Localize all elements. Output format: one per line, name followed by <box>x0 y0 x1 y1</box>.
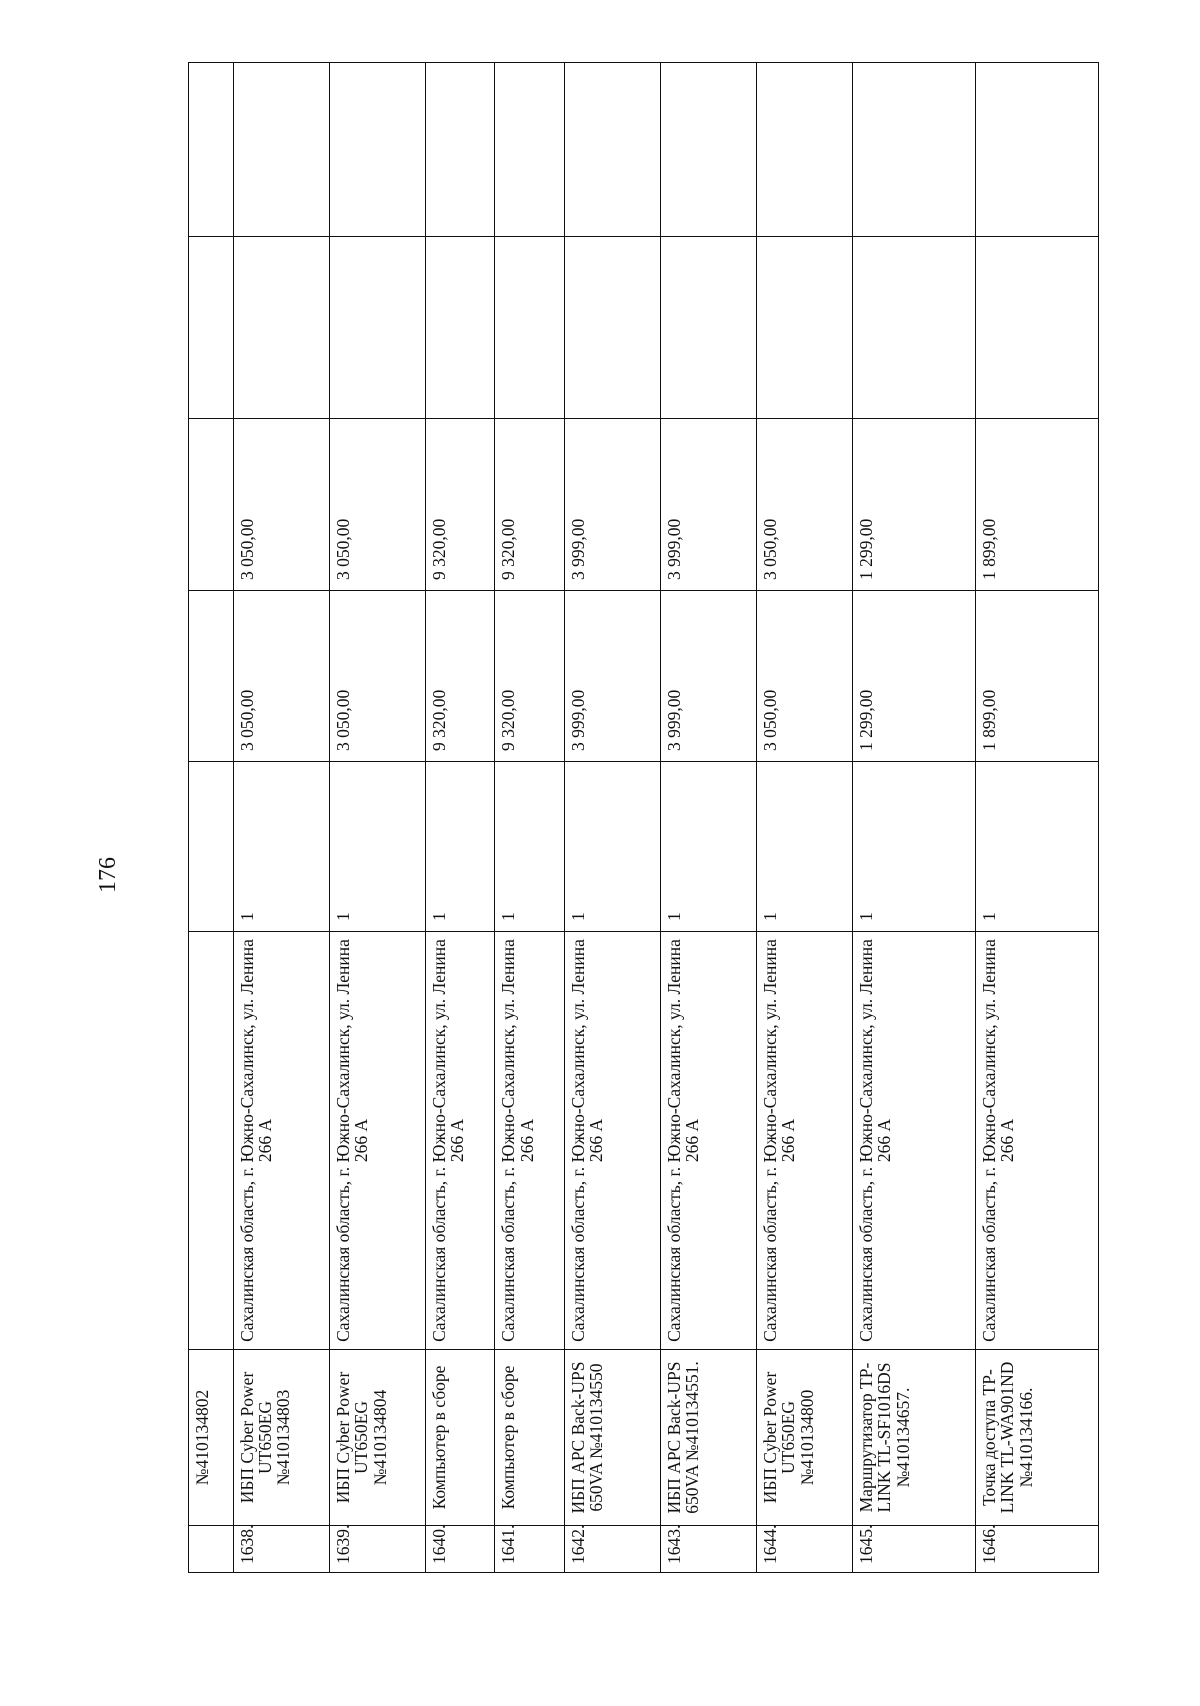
item-extra-1 <box>495 237 564 419</box>
item-extra-2 <box>233 63 329 237</box>
item-price: 3 999,00 <box>660 591 756 762</box>
item-price: 3 050,00 <box>233 591 329 762</box>
item-quantity: 1 <box>329 762 425 932</box>
item-address: Сахалинская область, г. Южно-Сахалинск, ул. Ленина 266 А <box>329 932 425 1350</box>
item-price <box>189 591 234 762</box>
item-quantity: 1 <box>853 762 976 932</box>
table-row <box>853 63 976 1573</box>
item-extra-2 <box>329 63 425 237</box>
item-quantity: 1 <box>756 762 852 932</box>
row-number: 1643. <box>660 1526 756 1573</box>
item-extra-1 <box>189 237 234 419</box>
row-number: 1646. <box>975 1526 1098 1573</box>
item-total: 9 320,00 <box>425 419 494 591</box>
item-price: 3 050,00 <box>329 591 425 762</box>
item-quantity: 1 <box>564 762 660 932</box>
item-extra-2 <box>756 63 852 237</box>
item-extra-1 <box>425 237 494 419</box>
item-total: 1 899,00 <box>975 419 1098 591</box>
table-row <box>975 63 1098 1573</box>
item-address: Сахалинская область, г. Южно-Сахалинск, ул. Ленина 266 А <box>853 932 976 1350</box>
table-row <box>495 63 564 1573</box>
row-number: 1640. <box>425 1526 494 1573</box>
item-total: 3 050,00 <box>329 419 425 591</box>
item-total: 3 050,00 <box>756 419 852 591</box>
item-name: Точка доступа TP-LINK TL-WA901ND №410134166. <box>975 1350 1098 1526</box>
item-price: 1 299,00 <box>853 591 976 762</box>
item-extra-1 <box>975 237 1098 419</box>
item-name: Маршрутизатор TP-LINK TL-SF1016DS №410134657. <box>853 1350 976 1526</box>
item-address: Сахалинская область, г. Южно-Сахалинск, ул. Ленина 266 А <box>660 932 756 1350</box>
row-number: 1642. <box>564 1526 660 1573</box>
item-name: ИБП Cyber Power UT650EG №410134804 <box>329 1350 425 1526</box>
item-price: 1 899,00 <box>975 591 1098 762</box>
item-price: 9 320,00 <box>425 591 494 762</box>
table-row <box>564 63 660 1573</box>
item-total: 1 299,00 <box>853 419 976 591</box>
table-row <box>329 63 425 1573</box>
item-quantity: 1 <box>233 762 329 932</box>
inventory-table-sheet <box>188 63 1099 1573</box>
item-quantity <box>189 762 234 932</box>
item-extra-2 <box>564 63 660 237</box>
item-total: 3 050,00 <box>233 419 329 591</box>
item-extra-2 <box>975 63 1098 237</box>
item-extra-2 <box>853 63 976 237</box>
item-quantity: 1 <box>495 762 564 932</box>
row-number: 1638. <box>233 1526 329 1573</box>
item-total <box>189 419 234 591</box>
item-address: Сахалинская область, г. Южно-Сахалинск, ул. Ленина 266 А <box>756 932 852 1350</box>
row-number: 1639. <box>329 1526 425 1573</box>
inventory-table-body <box>189 63 1099 1573</box>
row-number: 1645. <box>853 1526 976 1573</box>
row-number: 1644. <box>756 1526 852 1573</box>
item-extra-1 <box>233 237 329 419</box>
page-number: 176 <box>95 857 121 893</box>
item-quantity: 1 <box>975 762 1098 932</box>
item-name: №410134802 <box>189 1350 234 1526</box>
row-number <box>189 1526 234 1573</box>
item-address: Сахалинская область, г. Южно-Сахалинск, ул. Ленина 266 А <box>425 932 494 1350</box>
item-extra-2 <box>495 63 564 237</box>
table-row <box>233 63 329 1573</box>
item-price: 3 050,00 <box>756 591 852 762</box>
item-price: 3 999,00 <box>564 591 660 762</box>
item-name: ИБП APC Back-UPS 650VA №410134551. <box>660 1350 756 1526</box>
item-total: 3 999,00 <box>660 419 756 591</box>
item-name: ИБП Cyber Power UT650EG №410134800 <box>756 1350 852 1526</box>
table-row <box>660 63 756 1573</box>
table-row <box>756 63 852 1573</box>
table-row <box>425 63 494 1573</box>
item-price: 9 320,00 <box>495 591 564 762</box>
item-extra-1 <box>329 237 425 419</box>
item-address: Сахалинская область, г. Южно-Сахалинск, ул. Ленина 266 А <box>495 932 564 1350</box>
item-total: 9 320,00 <box>495 419 564 591</box>
item-name: Компьютер в сборе <box>495 1350 564 1526</box>
item-extra-2 <box>189 63 234 237</box>
inventory-table <box>188 62 1099 1573</box>
item-address: Сахалинская область, г. Южно-Сахалинск, ул. Ленина 266 А <box>975 932 1098 1350</box>
item-name: Компьютер в сборе <box>425 1350 494 1526</box>
item-quantity: 1 <box>425 762 494 932</box>
item-name: ИБП APC Back-UPS 650VA №410134550 <box>564 1350 660 1526</box>
item-extra-1 <box>853 237 976 419</box>
item-extra-1 <box>660 237 756 419</box>
item-address: Сахалинская область, г. Южно-Сахалинск, ул. Ленина 266 А <box>233 932 329 1350</box>
item-address <box>189 932 234 1350</box>
item-address: Сахалинская область, г. Южно-Сахалинск, ул. Ленина 266 А <box>564 932 660 1350</box>
table-row <box>189 63 234 1573</box>
row-number: 1641. <box>495 1526 564 1573</box>
item-quantity: 1 <box>660 762 756 932</box>
item-extra-2 <box>425 63 494 237</box>
item-extra-2 <box>660 63 756 237</box>
item-extra-1 <box>756 237 852 419</box>
item-name: ИБП Cyber Power UT650EG №410134803 <box>233 1350 329 1526</box>
item-extra-1 <box>564 237 660 419</box>
item-total: 3 999,00 <box>564 419 660 591</box>
rotated-table-wrapper <box>188 63 1099 1573</box>
